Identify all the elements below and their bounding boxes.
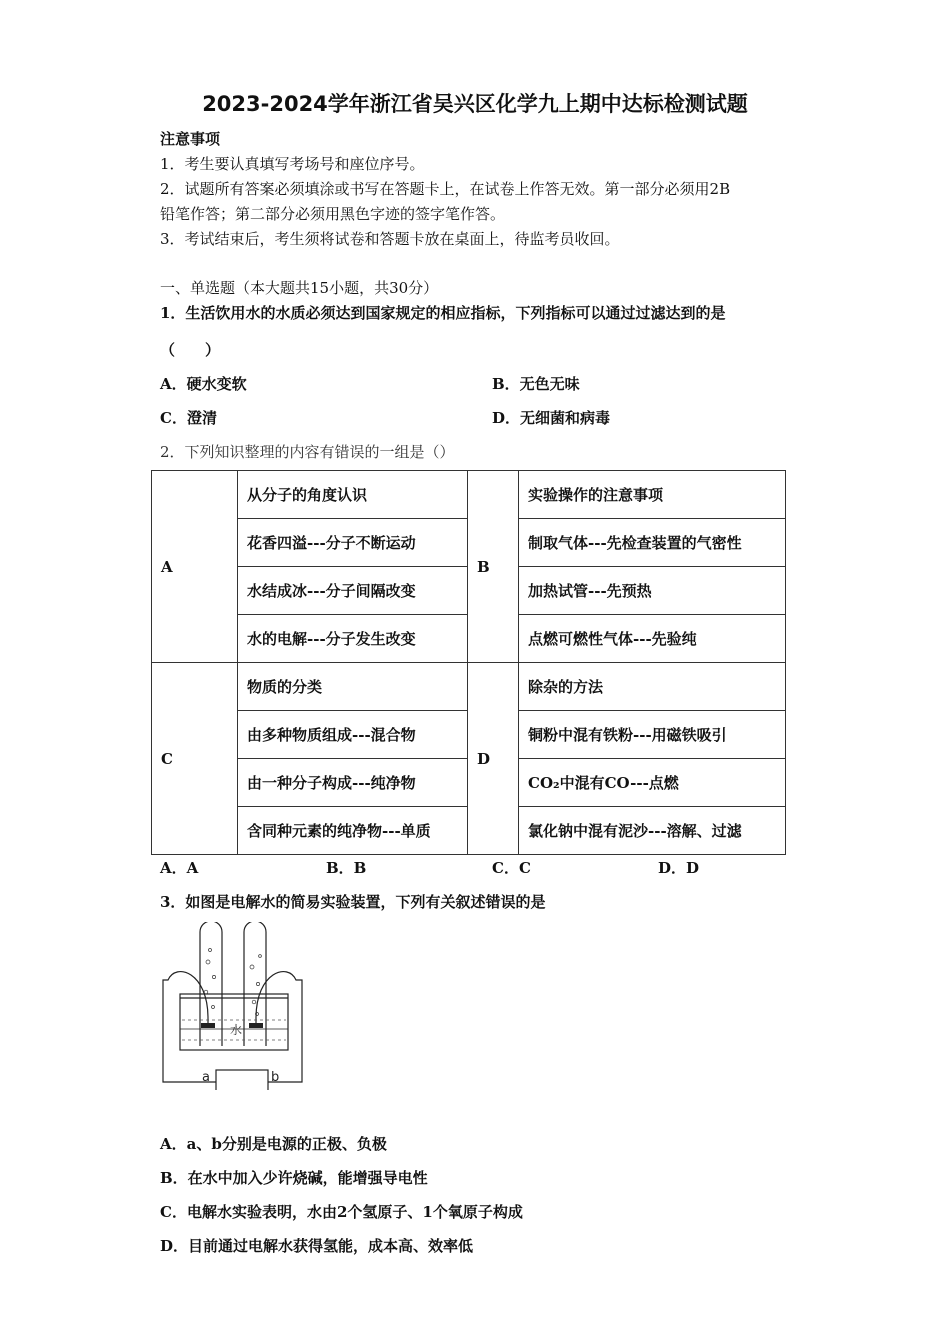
q2-cell: 由一种分子构成---纯净物 xyxy=(238,759,468,807)
page-title: 2023-2024学年浙江省吴兴区化学九上期中达标检测试题 xyxy=(202,92,748,116)
q3-option-a: A．a、b分别是电源的正极、负极 xyxy=(160,1135,387,1153)
q2-cell: 花香四溢---分子不断运动 xyxy=(238,519,468,567)
q2-cell: 氯化钠中混有泥沙---溶解、过滤 xyxy=(519,807,786,855)
q2-label-a: A xyxy=(152,471,238,663)
electrode-left xyxy=(201,1023,215,1028)
q1-option-d: D．无细菌和病毒 xyxy=(492,409,611,427)
electrode-right xyxy=(249,1023,263,1028)
q3-stem: 3．如图是电解水的简易实验装置，下列有关叙述错误的是 xyxy=(160,893,546,911)
q2-table xyxy=(151,470,786,855)
water-label: 水 xyxy=(230,1023,243,1037)
q2-label-c: C xyxy=(152,663,238,855)
q2-cell: 水的电解---分子发生改变 xyxy=(238,615,468,663)
q1-stem: 1．生活饮用水的水质必须达到国家规定的相应指标，下列指标可以通过过滤达到的是 xyxy=(160,304,726,322)
q2-label-b: B xyxy=(468,471,519,663)
q2-cell: 加热试管---先预热 xyxy=(519,567,786,615)
q2-stem: 2．下列知识整理的内容有错误的一组是（） xyxy=(160,443,455,461)
electrolysis-apparatus-figure xyxy=(158,922,308,1090)
label-a: a xyxy=(202,1070,210,1085)
q2-cell: 除杂的方法 xyxy=(519,663,786,711)
q1-blank: （ ） xyxy=(160,341,221,359)
notice-item: 1．考生要认真填写考场号和座位序号。 xyxy=(160,155,425,173)
notice-heading: 注意事项 xyxy=(160,130,221,148)
q1-option-a: A．硬水变软 xyxy=(160,375,247,393)
q2-option-c: C．C xyxy=(492,859,531,877)
power-source xyxy=(216,1070,268,1090)
q2-cell: 物质的分类 xyxy=(238,663,468,711)
q2-cell: 水结成冰---分子间隔改变 xyxy=(238,567,468,615)
q2-label-d: D xyxy=(468,663,519,855)
q2-cell: 从分子的角度认识 xyxy=(238,471,468,519)
q2-cell: 实验操作的注意事项 xyxy=(519,471,786,519)
q2-cell: 铜粉中混有铁粉---用磁铁吸引 xyxy=(519,711,786,759)
q2-option-a: A．A xyxy=(160,859,199,877)
q2-cell: 由多种物质组成---混合物 xyxy=(238,711,468,759)
q2-cell: CO₂中混有CO---点燃 xyxy=(519,759,786,807)
q2-cell: 点燃可燃性气体---先验纯 xyxy=(519,615,786,663)
notice-item: 铅笔作答；第二部分必须用黑色字迹的签字笔作答。 xyxy=(160,205,506,223)
q2-cell: 制取气体---先检查装置的气密性 xyxy=(519,519,786,567)
q3-option-c: C．电解水实验表明，水由2个氢原子、1个氧原子构成 xyxy=(160,1203,523,1221)
section-heading: 一、单选题（本大题共15小题，共30分） xyxy=(160,279,439,297)
q3-option-d: D．目前通过电解水获得氢能，成本高、效率低 xyxy=(160,1237,474,1255)
q3-option-b: B．在水中加入少许烧碱，能增强导电性 xyxy=(160,1169,428,1187)
gas-bubbles xyxy=(204,949,261,1016)
beaker xyxy=(180,994,288,1050)
label-b: b xyxy=(271,1070,280,1085)
notice-item: 2．试题所有答案必须填涂或书写在答题卡上，在试卷上作答无效。第一部分必须用2B xyxy=(160,180,731,198)
q1-option-b: B．无色无味 xyxy=(492,375,580,393)
q2-option-b: B．B xyxy=(326,859,367,877)
notice-item: 3．考试结束后，考生须将试卷和答题卡放在桌面上，待监考员收回。 xyxy=(160,230,620,248)
q1-option-c: C．澄清 xyxy=(160,409,217,427)
q2-cell: 含同种元素的纯净物---单质 xyxy=(238,807,468,855)
q2-option-d: D．D xyxy=(658,859,700,877)
